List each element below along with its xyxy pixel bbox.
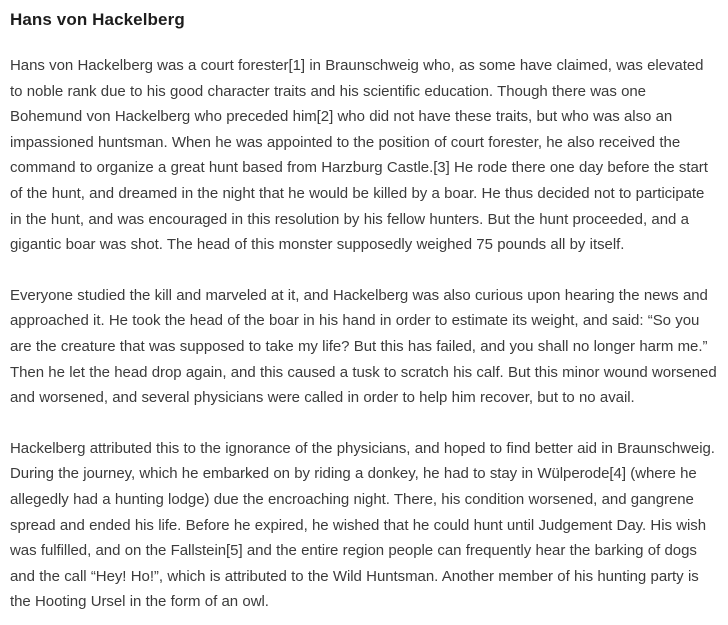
paragraph-2: Everyone studied the kill and marveled at it, and Hackelberg was also curious upon hearing the news and approached it. He took the head of the boar in his hand in order to estimate its weight, and said: “So you are the creature that was supposed to take my life? But this has failed, and you shall no longer harm me.” Then he let the head drop again, and this caused a tusk to scratch his calf. But this minor wound worsened and worsened, and several physicians were called in order to help him recover, but to no avail. xyxy=(10,286,717,407)
page-title: Hans von Hackelberg xyxy=(10,10,185,29)
paragraph-3: Hackelberg attributed this to the ignorance of the physicians, and hoped to find better aid in Braunschweig. During the journey, which he embarked on by riding a donkey, he had to stay in Wülperode[4] (where he allegedly had a hunting lodge) due the encroaching night. There, his condition worsened, and gangrene spread and ended his life. Before he expired, he wished that he could hunt until Judgement Day. His wish was fulfilled, and on the Fallstein[5] and the entire region people can frequently hear the barking of dogs and the call “Hey! Ho!”, which is attributed to the Wild Huntsman. Another member of his hunting party is the Hooting Ursel in the form of an owl. xyxy=(10,439,715,611)
paragraph-1: Hans von Hackelberg was a court forester[1] in Braunschweig who, as some have claimed, was elevated to noble rank due to his good character traits and his scientific education. Though there was one Bohemund von Hackelberg who preceded him[2] who did not have these traits, but who was also an impassioned huntsman. When he was appointed to the position of court forester, he also received the command to organize a great hunt based from Harzburg Castle.[3] He rode there one day before the start of the hunt, and dreamed in the night that he would be killed by a boar. He thus decided not to participate in the hunt, and was encouraged in this resolution by his fellow hunters. But the hunt proceeded, and a gigantic boar was shot. The head of this monster supposedly weighed 75 pounds all by itself. xyxy=(10,57,708,254)
